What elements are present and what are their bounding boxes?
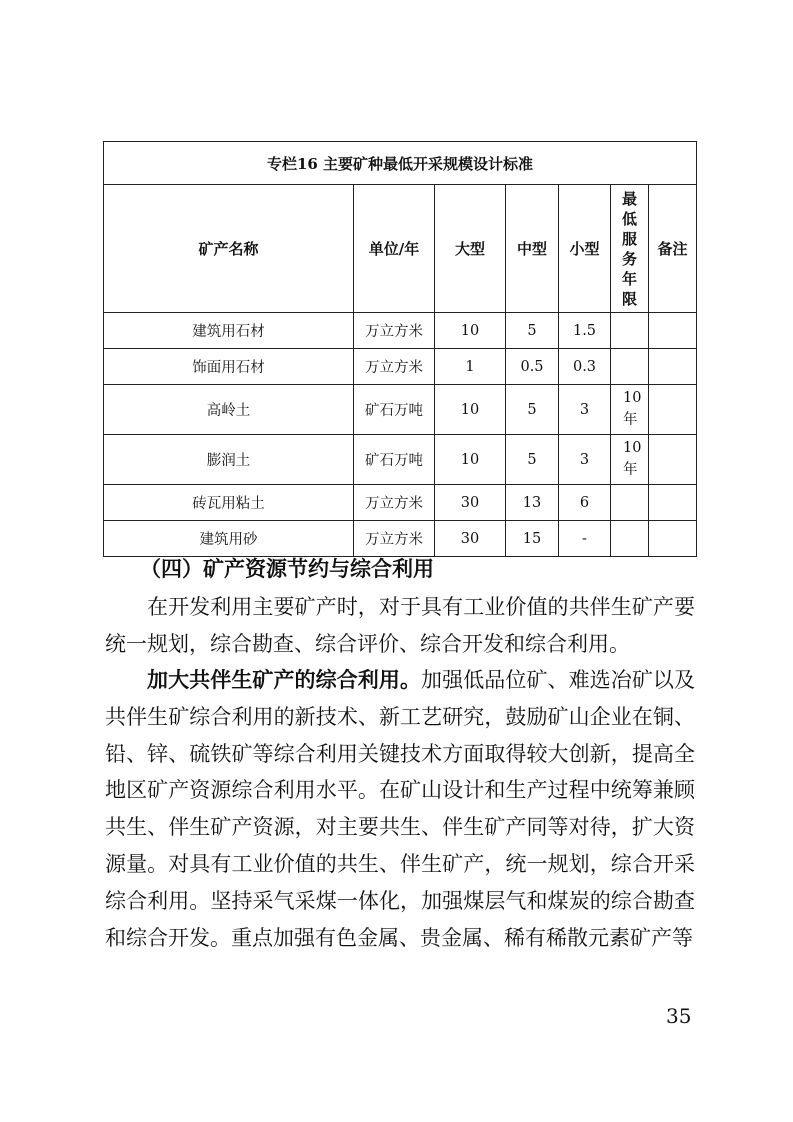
paragraph-lead-sentence: 加大共伴生矿产的综合利用。 [147,668,422,692]
header-remarks: 备注 [649,185,697,313]
table-row [104,349,697,385]
mining-scale-table [103,141,697,557]
cell-unit: 万立方米 [354,349,435,385]
cell-small: 6 [559,485,611,521]
cell-small: 3 [559,385,611,435]
cell-mineral-name: 饰面用石材 [104,349,354,385]
cell-small: 0.3 [559,349,611,385]
cell-medium: 13 [506,485,559,521]
cell-min-years [611,521,649,557]
table-row [104,521,697,557]
cell-medium: 0.5 [506,349,559,385]
cell-medium: 5 [506,313,559,349]
cell-medium: 15 [506,521,559,557]
cell-unit: 矿石万吨 [354,435,435,485]
table-row [104,435,697,485]
cell-small: 1.5 [559,313,611,349]
table-caption: 专栏16 主要矿种最低开采规模设计标准 [104,142,697,185]
cell-medium: 5 [506,435,559,485]
paragraph-body-text: 加强低品位矿、难选冶矿以及共伴生矿综合利用的新技术、新工艺研究，鼓励矿山企业在铜、铅、锌、硫铁矿等综合利用关键技术方面取得较大创新，提高全地区矿产资源综合利用水平。在矿山设计和生产过程中统筹兼顾共生、伴生矿产资源，对主要共生、伴生矿产同等对待，扩大资源量。对具有工业价值的共生、伴生矿产，统一规划，综合开采综合利用。坚持采气采煤一体化，加强煤层气和煤炭的综合勘查和综合开发。重点加强有色金属、贵金属、稀有稀散元素矿产等 [105,668,696,950]
cell-mineral-name: 建筑用砂 [104,521,354,557]
cell-small: - [559,521,611,557]
cell-remarks [649,521,697,557]
page-number: 35 [666,1004,692,1028]
header-mineral-name: 矿产名称 [104,185,354,313]
section-heading: （四）矿产资源节约与综合利用 [140,557,434,581]
cell-large: 10 [435,435,506,485]
cell-large: 10 [435,385,506,435]
cell-min-years [611,485,649,521]
cell-min-years-text: 10年 [623,440,642,478]
cell-remarks [649,349,697,385]
cell-remarks [649,313,697,349]
cell-remarks [649,485,697,521]
header-unit: 单位/年 [354,185,435,313]
header-small: 小型 [559,185,611,313]
table-header-row [104,185,697,313]
cell-mineral-name: 建筑用石材 [104,313,354,349]
body-paragraph-1: 在开发利用主要矿产时，对于具有工业价值的共伴生矿产要统一规划，综合勘查、综合评价、综合开发和综合利用。 [105,595,695,656]
cell-unit: 矿石万吨 [354,385,435,435]
body-paragraph-2 [105,662,695,956]
cell-mineral-name: 膨润土 [104,435,354,485]
cell-unit: 万立方米 [354,485,435,521]
header-min-service-years-label: 最低服务年限 [622,189,638,308]
cell-min-years [611,313,649,349]
cell-remarks [649,385,697,435]
cell-min-years [611,349,649,385]
cell-medium: 5 [506,385,559,435]
header-large: 大型 [435,185,506,313]
cell-large: 10 [435,313,506,349]
cell-mineral-name: 砖瓦用粘土 [104,485,354,521]
cell-small: 3 [559,435,611,485]
header-min-service-years [611,185,649,313]
cell-large: 1 [435,349,506,385]
header-medium: 中型 [506,185,559,313]
cell-min-years [611,435,649,485]
cell-mineral-name: 高岭土 [104,385,354,435]
cell-unit: 万立方米 [354,313,435,349]
cell-remarks [649,435,697,485]
table-row [104,313,697,349]
cell-large: 30 [435,485,506,521]
cell-large: 30 [435,521,506,557]
cell-min-years-text: 10年 [623,390,642,428]
cell-min-years [611,385,649,435]
cell-unit: 万立方米 [354,521,435,557]
table-row [104,385,697,435]
table-row [104,485,697,521]
